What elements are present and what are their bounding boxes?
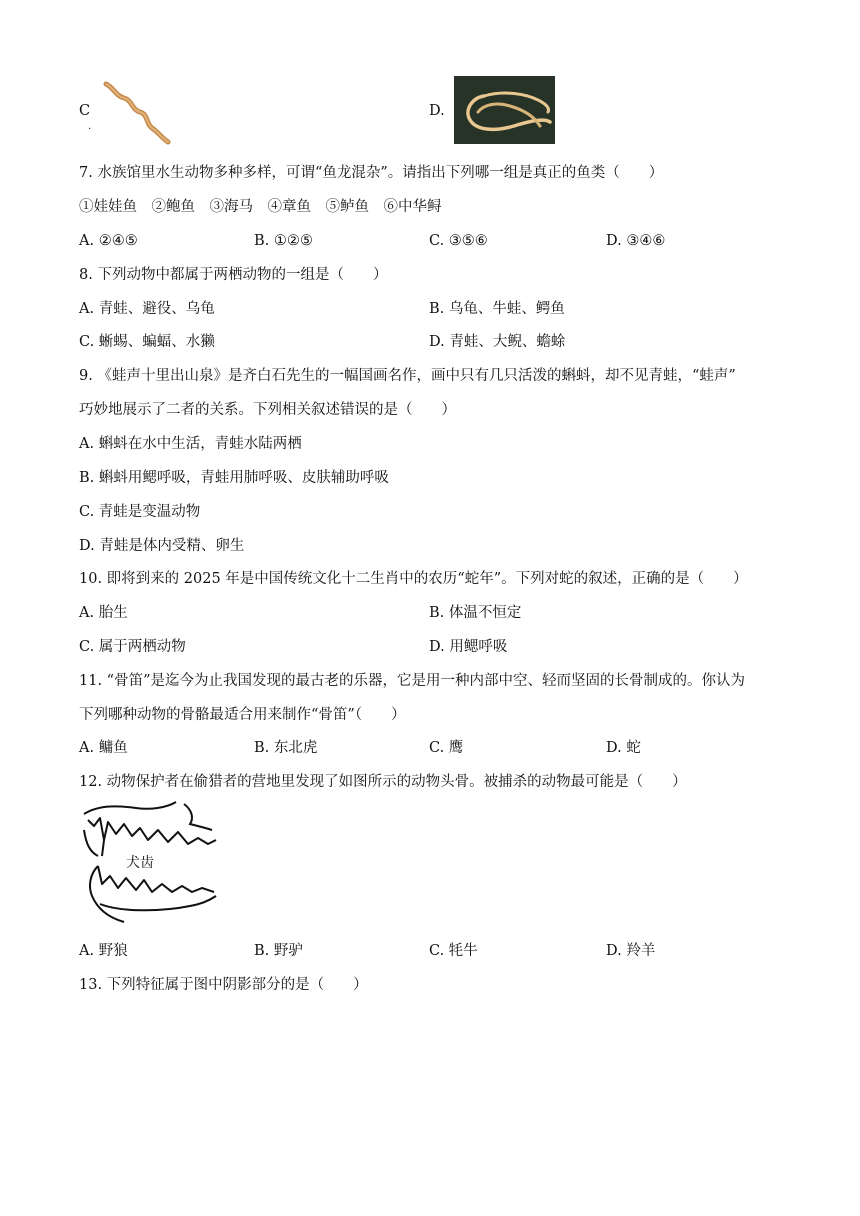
animal-skull-figure [80,800,220,928]
q9-stem-line2: 巧妙地展示了二者的关系。下列相关叙述错误的是（ ） [79,402,456,418]
q8-option-a: A. 青蛙、避役、乌龟 [79,301,215,317]
q12-option-a: A. 野狼 [79,943,128,959]
q10-stem: 10. 即将到来的 2025 年是中国传统文化十二生肖中的农历“蛇年”。下列对蛇的叙述，正确的是（ ） [79,571,748,587]
q9-option-a: A. 蝌蚪在水中生活，青蛙水陆两栖 [79,436,302,452]
q10-option-d: D. 用鳃呼吸 [429,639,508,655]
q7-option-c: C. ③⑤⑥ [429,233,488,249]
q10-option-a: A. 胎生 [79,605,128,621]
q10-option-c: C. 属于两栖动物 [79,639,186,655]
roundworm-image-d [454,76,555,144]
q9-option-c: C. 青蛙是变温动物 [79,504,201,520]
q13-stem: 13. 下列特征属于图中阴影部分的是（ ） [79,977,368,993]
q11-option-b: B. 东北虎 [254,740,318,756]
q7-option-d: D. ③④⑥ [606,233,666,249]
q12-option-d: D. 羚羊 [606,943,656,959]
q8-option-b: B. 乌龟、牛蛙、鳄鱼 [429,301,565,317]
option-c-label: C [79,103,91,119]
q12-stem: 12. 动物保护者在偷猎者的营地里发现了如图所示的动物头骨。被捕杀的动物最可能是（ ） [79,774,687,790]
q11-stem-line2: 下列哪种动物的骨骼最适合用来制作“骨笛”（ ） [79,707,406,723]
option-d-label: D. [429,103,445,119]
q8-stem: 8. 下列动物中都属于两栖动物的一组是（ ） [79,267,388,283]
q7-option-b: B. ①②⑤ [254,233,313,249]
q12-option-c: C. 牦牛 [429,943,478,959]
worm-image-c [102,80,174,146]
q7-option-a: A. ②④⑤ [79,233,138,249]
q10-option-b: B. 体温不恒定 [429,605,522,621]
canine-tooth-label: 犬齿 [126,855,154,871]
q9-option-d: D. 青蛙是体内受精、卵生 [79,538,245,554]
q8-option-c: C. 蜥蜴、蝙蝠、水獭 [79,334,215,350]
q11-option-a: A. 鳙鱼 [79,740,128,756]
q11-option-c: C. 鹰 [429,740,464,756]
q11-stem-line1: 11. “骨笛”是迄今为止我国发现的最古老的乐器，它是用一种内部中空、轻而坚固的长骨制成的。你认为 [79,673,745,689]
q7-items: ①娃娃鱼 ②鲍鱼 ③海马 ④章鱼 ⑤鲈鱼 ⑥中华鲟 [79,199,442,215]
q7-stem: 7. 水族馆里水生动物多种多样，可谓“鱼龙混杂”。请指出下列哪一组是真正的鱼类（ ） [79,165,664,181]
q9-stem-line1: 9. 《蛙声十里出山泉》是齐白石先生的一幅国画名作，画中只有几只活泼的蝌蚪，却不见青蛙，“蛙声” [79,368,736,384]
q8-option-d: D. 青蛙、大鲵、蟾蜍 [429,334,566,350]
dot-mark: . [88,121,92,132]
q9-option-b: B. 蝌蚪用鳃呼吸，青蛙用肺呼吸、皮肤辅助呼吸 [79,470,389,486]
q11-option-d: D. 蛇 [606,740,641,756]
q12-option-b: B. 野驴 [254,943,303,959]
